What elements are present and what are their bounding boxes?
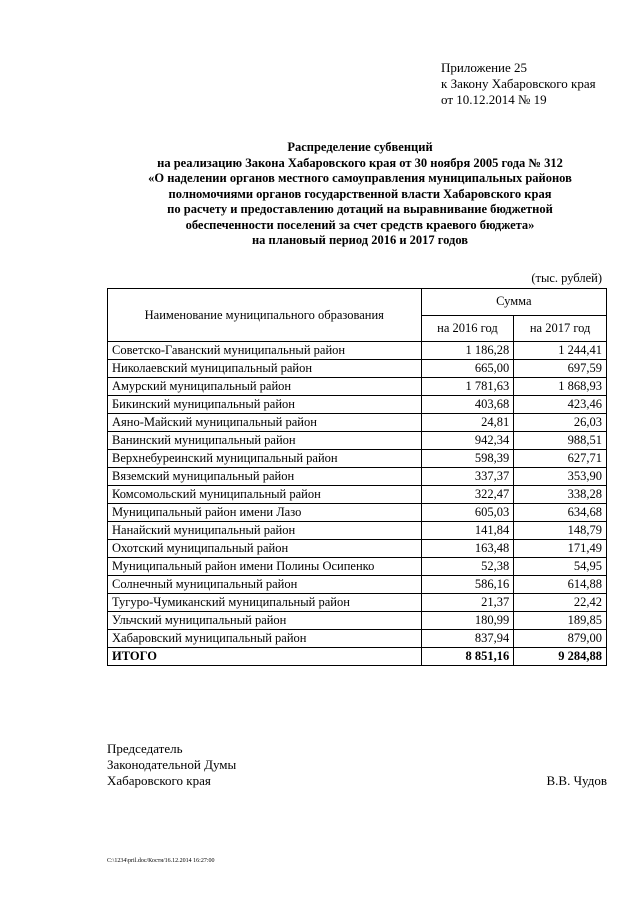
amount-2016: 942,34 xyxy=(421,432,514,450)
amount-2017: 1 244,41 xyxy=(514,342,607,360)
amount-2016: 665,00 xyxy=(421,360,514,378)
district-name: Советско-Гаванский муниципальный район xyxy=(108,342,422,360)
title-line: на плановый период 2016 и 2017 годов xyxy=(251,233,469,247)
table-row xyxy=(108,504,607,522)
district-name: Хабаровский муниципальный район xyxy=(108,630,422,648)
amount-2016: 322,47 xyxy=(421,486,514,504)
total-row xyxy=(108,648,607,666)
amount-2017: 697,59 xyxy=(514,360,607,378)
district-name: Вяземский муниципальный район xyxy=(108,468,422,486)
amount-2016: 1 781,63 xyxy=(421,378,514,396)
amount-2016: 21,37 xyxy=(421,594,514,612)
appendix-note xyxy=(441,60,596,108)
district-name: Солнечный муниципальный район xyxy=(108,576,422,594)
title-line: «О наделении органов местного самоуправления муниципальных районов xyxy=(148,171,572,185)
district-name: Верхнебуреинский муниципальный район xyxy=(108,450,422,468)
header-year-2016: на 2016 год xyxy=(421,315,514,342)
amount-2016: 598,39 xyxy=(421,450,514,468)
signature-title-1: Председатель xyxy=(107,741,183,756)
amount-2017: 54,95 xyxy=(514,558,607,576)
table-row xyxy=(108,558,607,576)
table-row xyxy=(108,378,607,396)
title-line: обеспеченности поселений за счет средств краевого бюджета» xyxy=(185,217,535,232)
amount-2016: 337,37 xyxy=(421,468,514,486)
table-row xyxy=(108,522,607,540)
signature-title-3: Хабаровского края xyxy=(107,773,211,788)
amount-2017: 627,71 xyxy=(514,450,607,468)
amount-2016: 837,94 xyxy=(421,630,514,648)
district-name: Ванинский муниципальный район xyxy=(108,432,422,450)
amount-2017: 148,79 xyxy=(514,522,607,540)
title-line: по расчету и предоставлению дотаций на выравнивание бюджетной xyxy=(167,202,553,216)
district-name: Аяно-Майский муниципальный район xyxy=(108,414,422,432)
district-name: Николаевский муниципальный район xyxy=(108,360,422,378)
district-name: Ульчский муниципальный район xyxy=(108,612,422,630)
amount-2016: 586,16 xyxy=(421,576,514,594)
district-name: Тугуро-Чумиканский муниципальный район xyxy=(108,594,422,612)
amount-2016: 180,99 xyxy=(421,612,514,630)
signer-name: В.В. Чудов xyxy=(546,773,607,788)
amount-2016: 24,81 xyxy=(421,414,514,432)
table-row xyxy=(108,594,607,612)
table-row xyxy=(108,432,607,450)
appendix-date: от 10.12.2014 № 19 xyxy=(441,92,547,107)
amount-2017: 1 868,93 xyxy=(514,378,607,396)
table-row xyxy=(108,486,607,504)
title-line: на реализацию Закона Хабаровского края от 30 ноября 2005 года № 312 xyxy=(157,155,563,170)
table-body xyxy=(108,342,607,666)
district-name: Охотский муниципальный район xyxy=(108,540,422,558)
amount-2017: 988,51 xyxy=(514,432,607,450)
table-row xyxy=(108,396,607,414)
amount-2017: 879,00 xyxy=(514,630,607,648)
amount-2017: 614,88 xyxy=(514,576,607,594)
units-label: (тыс. рублей) xyxy=(531,271,602,285)
table-row xyxy=(108,576,607,594)
amount-2017: 26,03 xyxy=(514,414,607,432)
appendix-number: Приложение 25 xyxy=(441,60,528,75)
amount-2017: 338,28 xyxy=(514,486,607,504)
document-title xyxy=(100,140,620,249)
table-row xyxy=(108,342,607,360)
subsidy-table xyxy=(107,288,607,666)
amount-2016: 1 186,28 xyxy=(421,342,514,360)
amount-2016: 141,84 xyxy=(421,522,514,540)
signature-title-2: Законодательной Думы xyxy=(107,757,237,772)
table-row xyxy=(108,468,607,486)
district-name: Муниципальный район имени Полины Осипенко xyxy=(108,558,422,576)
amount-2017: 634,68 xyxy=(514,504,607,522)
header-year-2017: на 2017 год xyxy=(514,315,607,342)
table-row xyxy=(108,360,607,378)
header-name: Наименование муниципального образования xyxy=(108,289,422,342)
amount-2017: 171,49 xyxy=(514,540,607,558)
title-line: полномочиями органов государственной власти Хабаровского края xyxy=(168,186,552,201)
district-name: Муниципальный район имени Лазо xyxy=(108,504,422,522)
total-2017: 9 284,88 xyxy=(514,648,607,666)
total-label: ИТОГО xyxy=(108,648,422,666)
district-name: Бикинский муниципальный район xyxy=(108,396,422,414)
district-name: Нанайский муниципальный район xyxy=(108,522,422,540)
amount-2017: 22,42 xyxy=(514,594,607,612)
table-row xyxy=(108,540,607,558)
amount-2016: 605,03 xyxy=(421,504,514,522)
file-footer: C:\1234\pril.doc/Костя/16.12.2014 16:27:00 xyxy=(107,858,215,864)
amount-2016: 403,68 xyxy=(421,396,514,414)
district-name: Амурский муниципальный район xyxy=(108,378,422,396)
table-row xyxy=(108,630,607,648)
title-line: Распределение субвенций xyxy=(287,140,433,154)
table-row xyxy=(108,612,607,630)
district-name: Комсомольский муниципальный район xyxy=(108,486,422,504)
table-row xyxy=(108,450,607,468)
amount-2017: 423,46 xyxy=(514,396,607,414)
header-sum: Сумма xyxy=(421,289,606,316)
amount-2017: 353,90 xyxy=(514,468,607,486)
table-row xyxy=(108,414,607,432)
amount-2016: 163,48 xyxy=(421,540,514,558)
amount-2016: 52,38 xyxy=(421,558,514,576)
total-2016: 8 851,16 xyxy=(421,648,514,666)
amount-2017: 189,85 xyxy=(514,612,607,630)
signature-block xyxy=(107,741,236,789)
appendix-law: к Закону Хабаровского края xyxy=(441,76,596,91)
